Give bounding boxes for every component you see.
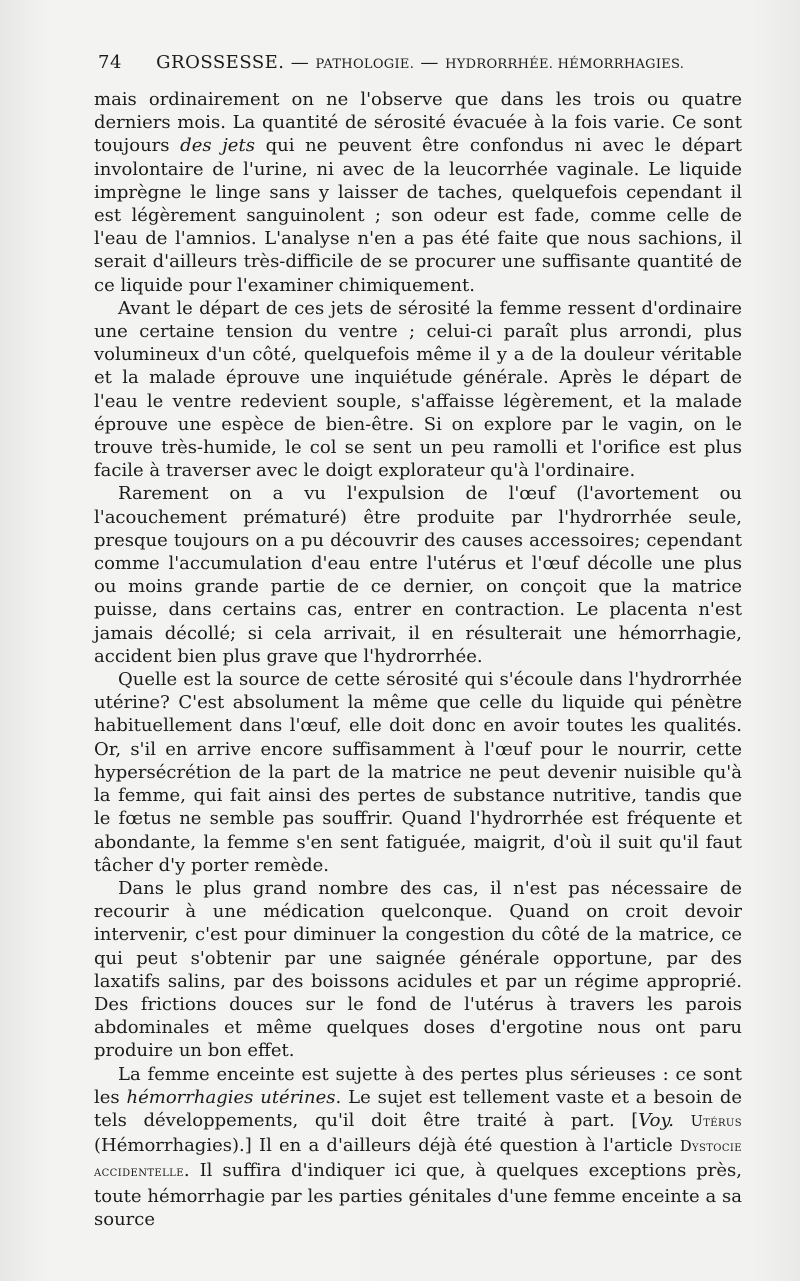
paragraph: Dans le plus grand nombre des cas, il n'est pas nécessaire de recourir à une médication quelconque. Quand on croit devoir intervenir, c'est pour diminuer la congestion du côté de la matrice, ce qui peut s'obtenir par une saignée générale opportune, par des laxatifs salins, par des boissons acidules et par un régime approprié. Des frictions douces sur le fond de l'utérus à travers les parois abdominales et même quelques doses d'ergotine nous ont paru produire un bon effet. <box>94 877 742 1062</box>
page-number: 74 <box>98 52 122 73</box>
text-run: mais ordinairement on ne l'observe que dans les trois ou quatre derniers mois. La quantité de sérosité évacuée à la fois varie. Ce sont toujours <box>94 89 742 157</box>
paragraph: Rarement on a vu l'expulsion de l'œuf (l'avortement ou l'acouchement prématuré) être produite par l'hydrorrhée seule, presque toujours on a pu découvrir des causes accessoires; cependant comme l'accumulation d'eau entre l'utérus et l'œuf décolle une plus ou moins grande partie de ce dernier, on conçoit que la matrice puisse, dans certains cas, entrer en contraction. Le placenta n'est jamais décollé; si cela arrivait, il en résulterait une hémorrhagie, accident bien plus grave que l'hydrorrhée. <box>94 483 742 667</box>
italic-run: Voy. <box>638 1109 674 1131</box>
cross-reference: Utérus <box>690 1113 742 1130</box>
italic-run: hémorrhagies utérines <box>126 1086 336 1108</box>
header-dash: — <box>290 52 310 73</box>
running-header <box>98 52 748 73</box>
paragraph <box>94 1063 742 1231</box>
paragraph: Avant le départ de ces jets de sérosité la femme ressent d'ordinaire une certaine tension du ventre ; celui-ci paraît plus arrondi, plus volumineux d'un côté, quelquefois même il y a de la douleur véritable et la malade éprouve une inquiétude générale. Après le départ de l'eau le ventre redevient souple, s'affaisse légèrement, et la malade éprouve une espèce de bien-être. Si on explore par le vagin, on le trouve très-humide, le col se sent un peu ramolli et l'orifice est plus facile à traverser avec le doigt explorateur qu'à l'ordinaire. <box>94 297 742 482</box>
text-run: La femme enceinte est sujette à des pertes plus sérieuses : ce sont les <box>94 1063 742 1108</box>
header-subsection: HYDRORRHÉE. HÉMORRHAGIES. <box>445 57 685 72</box>
header-title: GROSSESSE. <box>156 52 285 73</box>
page-body <box>94 88 742 1231</box>
text-run <box>674 1110 691 1131</box>
text-run: qui ne peuvent être confondus ni avec le départ involontaire de l'urine, ni avec de la leucorrhée vaginale. Le liquide imprègne le linge sans y laisser de taches, quelquefois cependant il est légèrement sanguinolent ; son odeur est fade, comme celle de l'eau de l'amnios. L'analyse n'en a pas été faite que nous sachions, il serait d'ailleurs très-difficile de se procurer une suffisante quantité de ce liquide pour l'examiner chimiquement. <box>94 135 742 296</box>
cross-reference: Dystocie accidentelle <box>94 1139 742 1181</box>
header-dash: — <box>420 52 439 73</box>
paragraph <box>94 88 742 297</box>
italic-run: des jets <box>180 135 255 157</box>
header-section: PATHOLOGIE. <box>315 57 415 72</box>
text-run: . Le sujet est tellement vaste et a besoin de tels développements, qu'il doit être traité à part. [ <box>94 1086 742 1131</box>
text-run: . Il suffira d'indiquer ici que, à quelques exceptions près, toute hémorrhagie par les parties génitales d'une femme enceinte a sa source <box>94 1160 742 1230</box>
paragraph: Quelle est la source de cette sérosité qui s'écoule dans l'hydrorrhée utérine? C'est absolument la même que celle du liquide qui pénètre habituellement dans l'œuf, elle doit donc en avoir toutes les qualités. Or, s'il en arrive encore suffisamment à l'œuf pour le nourrir, cette hypersécrétion de la part de la matrice ne peut devenir nuisible qu'à la femme, qui fait ainsi des pertes de substance nutritive, tandis que le fœtus ne semble pas souffrir. Quand l'hydrorrhée est fréquente et abondante, la femme s'en sent fatiguée, maigrit, d'où il suit qu'il faut tâcher d'y porter remède. <box>94 669 742 876</box>
text-run: (Hémorrhagies).] Il en a d'ailleurs déjà été question à l'article <box>94 1135 680 1157</box>
